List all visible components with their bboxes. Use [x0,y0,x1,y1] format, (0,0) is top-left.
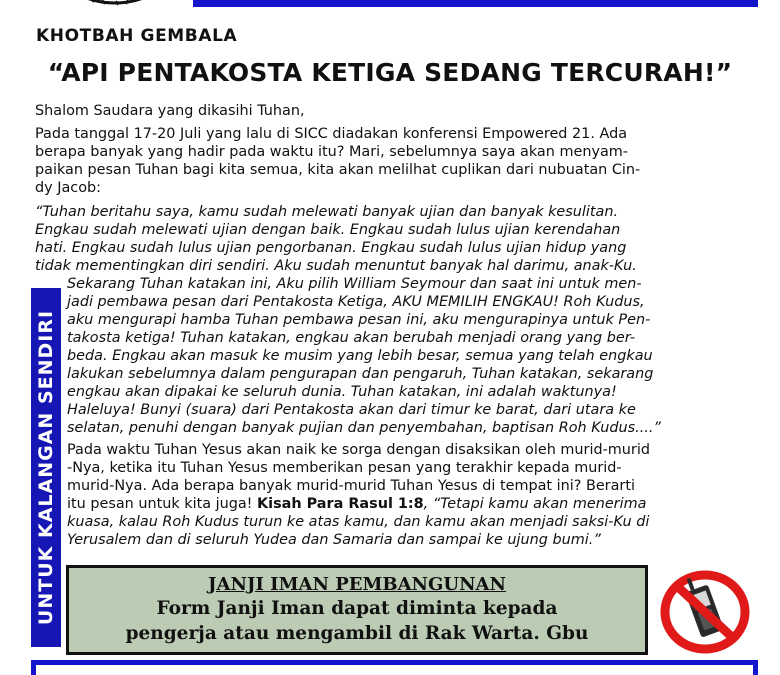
intro-line: paikan pesan Tuhan bagi kita semua, kita akan melilhat cuplikan dari nubuatan Cin- [35,162,641,178]
verse-line: Yerusalem dan di seluruh Yudea dan Samaria dan sampai ke ujung bumi.” [67,532,601,548]
promo-title: JANJI IMAN PEMBANGUNAN [208,574,506,595]
prophecy-line: tidak mementingkan diri sendiri. Aku sudah menuntut banyak hal darimu, anak-Ku. [35,258,637,274]
intro-paragraph [35,125,752,197]
prophecy-line: hati. Engkau sudah lulus ujian pengorbanan. Engkau sudah lulus ujian hidup yang [35,240,627,256]
prophecy-line: aku mengurapi hamba Tuhan pembawa pesan ini, aku mengurapinya untuk Pen- [67,312,651,328]
prophecy-line: lakukan sebelumnya dalam pengurapan dan pengaruh, Tuhan katakan, sekarang [67,366,654,382]
prophecy-line: jadi pembawa pesan dari Pentakosta Ketiga, AKU MEMILIH ENGKAU! Roh Kudus, [67,294,645,310]
side-banner-label: UNTUK KALANGAN SENDIRI [35,309,57,626]
promo-box [66,565,648,655]
section-heading: KHOTBAH GEMBALA [36,26,238,46]
intro-line: berapa banyak yang hadir pada waktu itu? Mari, sebelumnya saya akan menyam- [35,144,628,160]
greeting [35,102,752,120]
promo-line: Form Janji Iman dapat diminta kepada [156,598,558,619]
closing-prefix: itu pesan untuk kita juga! [67,496,258,512]
prophecy-line: selatan, penuhi dengan banyak pujian dan penyembahan, baptisan Roh Kudus....” [67,420,661,436]
prophecy-line: Engkau sudah melewati ujian dengan baik. Engkau sudah lulus ujian kerendahan [35,222,621,238]
prophecy-line: beda. Engkau akan masuk ke musim yang lebih besar, semua yang telah engkau [67,348,653,364]
prophecy-quote-continued [67,275,757,437]
logo-fragment [70,0,160,6]
page-title: “API PENTAKOSTA KETIGA SEDANG TERCURAH!” [47,58,733,87]
closing-line: murid-Nya. Ada berapa banyak murid-murid Tuhan Yesus di tempat ini? Berarti [67,478,635,494]
prophecy-line: “Tuhan beritahu saya, kamu sudah melewati banyak ujian dan banyak kesulitan. [35,204,619,220]
intro-line: Pada tanggal 17-20 Juli yang lalu di SICC diadakan konferensi Empowered 21. Ada [35,126,628,142]
no-phone-icon [658,569,752,655]
top-blue-bar [193,0,758,7]
closing-paragraph [67,441,757,549]
prophecy-line: Sekarang Tuhan katakan ini, Aku pilih William Seymour dan saat ini untuk men- [67,276,642,292]
promo-line: pengerja atau mengambil di Rak Warta. Gbu [125,623,589,644]
closing-line-verse [67,495,757,513]
verse-line: kuasa, kalau Roh Kudus turun ke atas kamu, dan kamu akan menjadi saksi-Ku di [67,514,650,530]
prophecy-line: Haleluya! Bunyi (suara) dari Pentakosta akan dari timur ke barat, dari utara ke [67,402,636,418]
greeting-text: Shalom Saudara yang dikasihi Tuhan, [35,103,305,119]
prophecy-line: engkau akan dipakai ke seluruh dunia. Tuhan katakan, ini adalah waktunya! [67,384,617,400]
prophecy-quote-top [35,203,752,275]
closing-line: Pada waktu Tuhan Yesus akan naik ke sorga dengan disaksikan oleh murid-murid [67,442,650,458]
verse-reference: Kisah Para Rasul 1:8 [257,496,424,512]
bottom-border [31,660,758,675]
intro-line: dy Jacob: [35,180,101,196]
side-banner [31,288,61,647]
prophecy-line: takosta ketiga! Tuhan katakan, engkau akan berubah menjadi orang yang ber- [67,330,636,346]
verse-start: , “Tetapi kamu akan menerima [423,496,647,512]
closing-line: -Nya, ketika itu Tuhan Yesus memberikan pesan yang terakhir kepada murid- [67,460,622,476]
